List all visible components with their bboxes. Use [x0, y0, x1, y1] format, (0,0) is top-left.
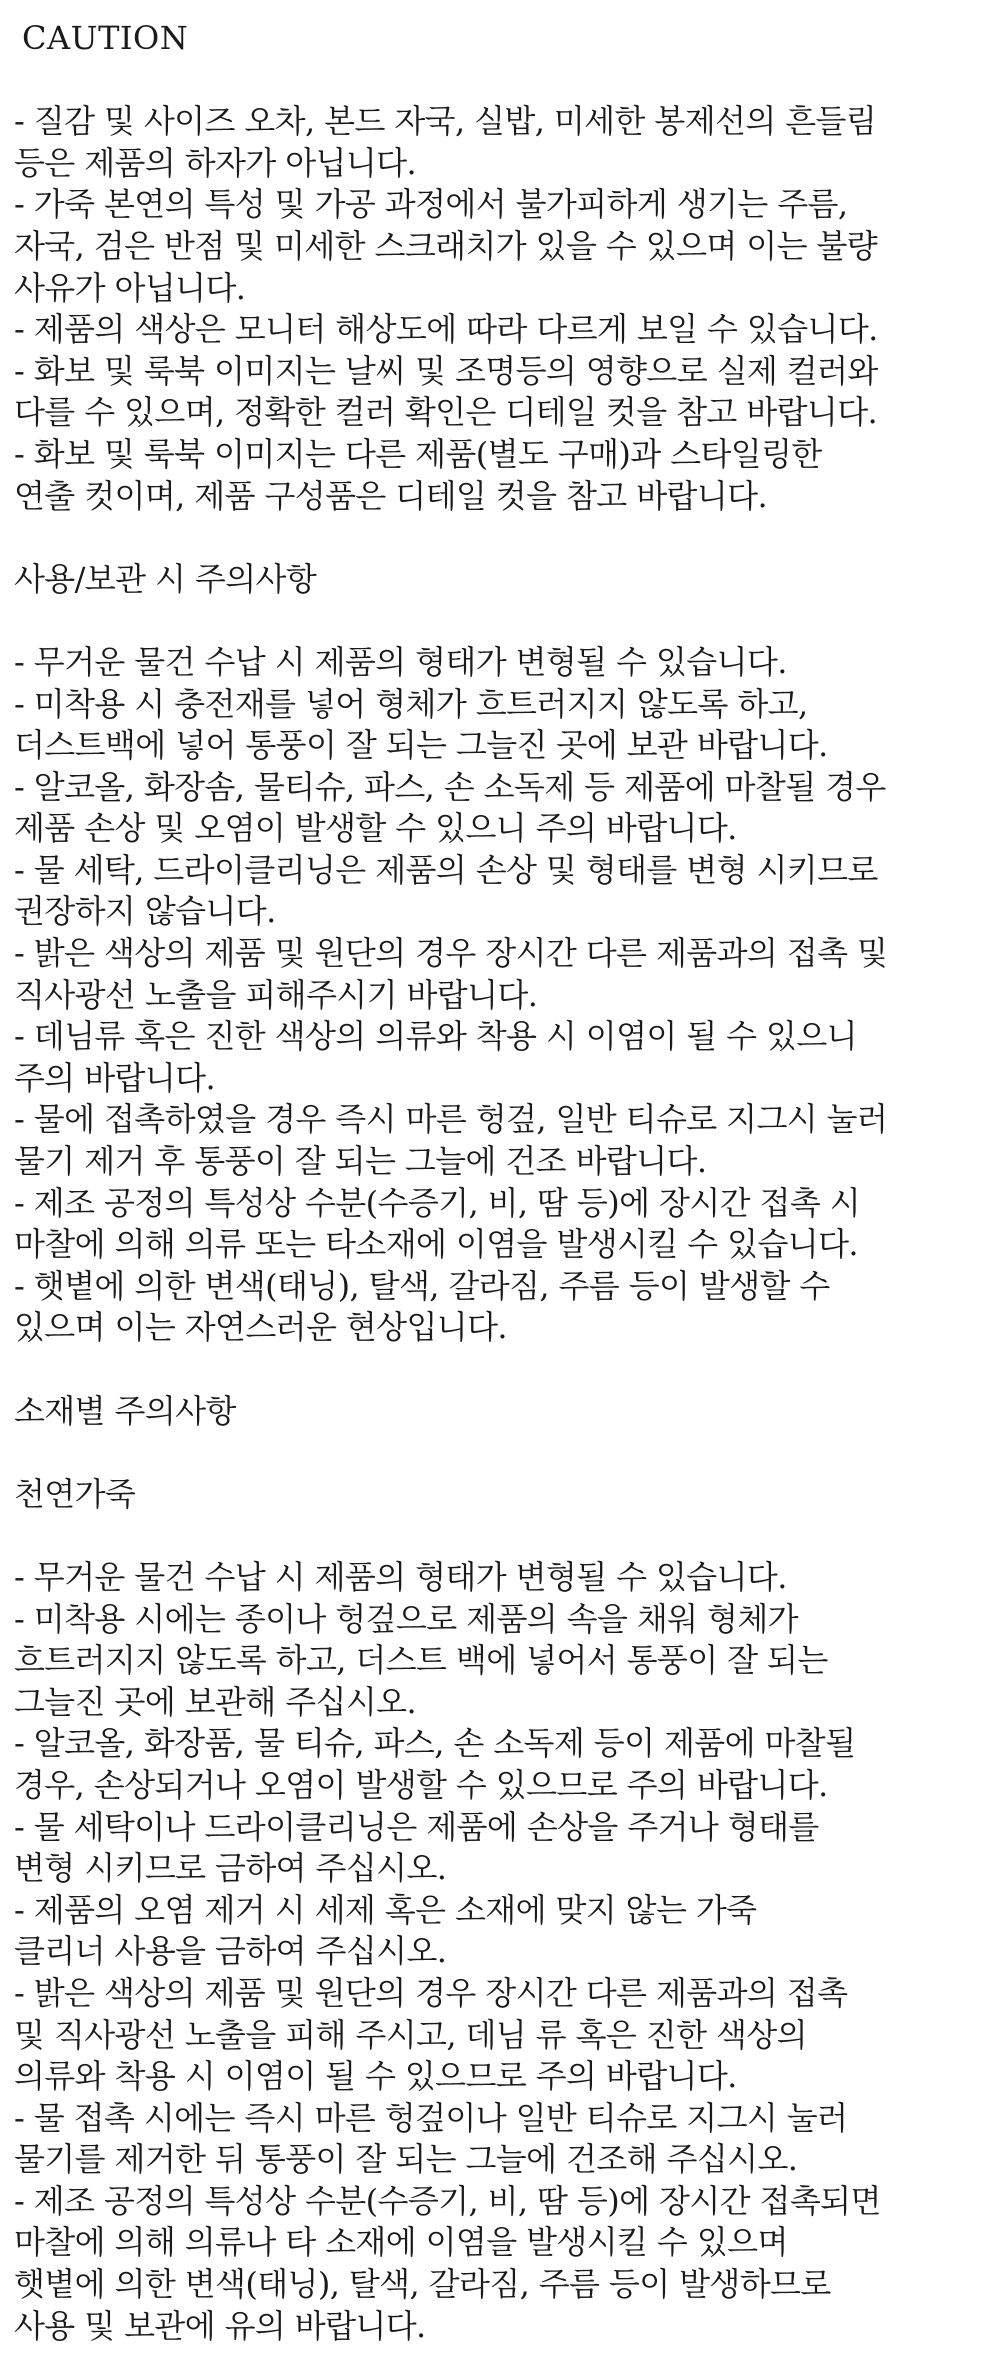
material-line: - 물 접촉 시에는 즉시 마른 헝겊이나 일반 티슈로 지그시 눌러 — [14, 2098, 848, 2137]
usage-line: 있으며 이는 자연스러운 현상입니다. — [14, 1308, 507, 1347]
caution-line: 사유가 아닙니다. — [14, 268, 246, 307]
material-line: 흐트러지지 않도록 하고, 더스트 백에 넣어서 통풍이 잘 되는 — [14, 1641, 828, 1680]
material-line: 및 직사광선 노출을 피해 주시고, 데님 류 혹은 진한 색상의 — [14, 2015, 807, 2054]
material-heading: 소재별 주의사항 — [14, 1391, 236, 1430]
material-line: 물기를 제거한 뒤 통풍이 잘 되는 그늘에 건조해 주십시오. — [14, 2140, 798, 2179]
usage-heading: 사용/보관 시 주의사항 — [14, 559, 317, 598]
material-line: - 물 세탁이나 드라이클리닝은 제품에 손상을 주거나 형태를 — [14, 1807, 819, 1846]
material-line: 마찰에 의해 의류나 타 소재에 이염을 발생시킬 수 있으며 — [14, 2223, 788, 2262]
material-line: 햇볕에 의한 변색(태닝), 탈색, 갈라짐, 주름 등이 발생하므로 — [14, 2265, 831, 2304]
material-line: - 미착용 시에는 종이나 헝겊으로 제품의 속을 채워 형체가 — [14, 1599, 798, 1638]
caution-line: - 가죽 본연의 특성 및 가공 과정에서 불가피하게 생기는 주름, — [14, 185, 848, 224]
usage-line: - 햇볕에 의한 변색(태닝), 탈색, 갈라짐, 주름 등이 발생할 수 — [14, 1266, 830, 1305]
caution-line: - 제품의 색상은 모니터 해상도에 따라 다르게 보일 수 있습니다. — [14, 310, 878, 349]
usage-line: - 무거운 물건 수납 시 제품의 형태가 변형될 수 있습니다. — [14, 642, 787, 681]
spacer — [14, 1515, 994, 1557]
spacer — [14, 60, 994, 102]
spacer — [14, 1432, 994, 1474]
caution-line: 자국, 검은 반점 및 미세한 스크래치가 있을 수 있으며 이는 불량 — [14, 226, 878, 265]
caution-title: CAUTION — [22, 19, 189, 57]
usage-line: - 미착용 시 충전재를 넣어 형체가 흐트러지지 않도록 하고, — [14, 684, 808, 723]
material-line: 경우, 손상되거나 오염이 발생할 수 있으므로 주의 바랍니다. — [14, 1765, 828, 1804]
caution-line: 등은 제품의 하자가 아닙니다. — [14, 143, 417, 182]
usage-line: 제품 손상 및 오염이 발생할 수 있으니 주의 바랍니다. — [14, 809, 737, 848]
material-subheading: 천연가죽 — [14, 1474, 136, 1513]
caution-line: - 화보 및 룩북 이미지는 날씨 및 조명등의 영향으로 실제 컬러와 — [14, 351, 878, 390]
usage-line: 더스트백에 넣어 통풍이 잘 되는 그늘진 곳에 보관 바랍니다. — [14, 726, 828, 765]
spacer — [14, 600, 994, 642]
material-line: - 제조 공정의 특성상 수분(수증기, 비, 땀 등)에 장시간 접촉되면 — [14, 2181, 881, 2220]
material-line: 사용 및 보관에 유의 바랍니다. — [14, 2306, 426, 2345]
usage-line: - 알코올, 화장솜, 물티슈, 파스, 손 소독제 등 제품에 마찰될 경우 — [14, 767, 886, 806]
caution-line: 연출 컷이며, 제품 구성품은 디테일 컷을 참고 바랍니다. — [14, 476, 768, 515]
material-line: 클리너 사용을 금하여 주십시오. — [14, 1932, 447, 1971]
spacer — [14, 517, 994, 559]
usage-section — [14, 642, 994, 1349]
usage-line: - 물 세탁, 드라이클리닝은 제품의 손상 및 형태를 변형 시키므로 — [14, 850, 878, 889]
usage-line: 물기 제거 후 통풍이 잘 되는 그늘에 건조 바랍니다. — [14, 1142, 707, 1181]
caution-line: 다를 수 있으며, 정확한 컬러 확인은 디테일 컷을 참고 바랍니다. — [14, 393, 878, 432]
usage-line: - 밝은 색상의 제품 및 원단의 경우 장시간 다른 제품과의 접촉 및 — [14, 934, 888, 973]
usage-line: - 데님류 혹은 진한 색상의 의류와 착용 시 이염이 될 수 있으니 — [14, 1017, 857, 1056]
material-line: 그늘진 곳에 보관해 주십시오. — [14, 1682, 417, 1721]
usage-line: 권장하지 않습니다. — [14, 892, 276, 931]
usage-line: - 물에 접촉하였을 경우 즉시 마른 헝겊, 일반 티슈로 지그시 눌러 — [14, 1100, 888, 1139]
usage-line: - 제조 공정의 특성상 수분(수증기, 비, 땀 등)에 장시간 접촉 시 — [14, 1183, 861, 1222]
material-section — [14, 1557, 994, 2347]
usage-line: 주의 바랍니다. — [14, 1058, 216, 1097]
material-line: - 밝은 색상의 제품 및 원단의 경우 장시간 다른 제품과의 접촉 — [14, 1973, 848, 2012]
caution-section — [14, 101, 994, 517]
usage-line: 직사광선 노출을 피해주시기 바랍니다. — [14, 975, 538, 1014]
spacer — [14, 1349, 994, 1391]
material-line: 변형 시키므로 금하여 주십시오. — [14, 1849, 447, 1888]
caution-line: - 화보 및 룩북 이미지는 다른 제품(별도 구매)과 스타일링한 — [14, 434, 822, 473]
material-line: - 알코올, 화장품, 물 티슈, 파스, 손 소독제 등이 제품에 마찰될 — [14, 1724, 856, 1763]
material-line: 의류와 착용 시 이염이 될 수 있으므로 주의 바랍니다. — [14, 2057, 737, 2096]
material-line: - 제품의 오염 제거 시 세제 혹은 소재에 맞지 않는 가죽 — [14, 1890, 757, 1929]
material-line: - 무거운 물건 수납 시 제품의 형태가 변형될 수 있습니다. — [14, 1557, 787, 1596]
caution-line: - 질감 및 사이즈 오차, 본드 자국, 실밥, 미세한 봉제선의 흔들림 — [14, 102, 877, 141]
usage-line: 마찰에 의해 의류 또는 타소재에 이염을 발생시킬 수 있습니다. — [14, 1225, 858, 1264]
